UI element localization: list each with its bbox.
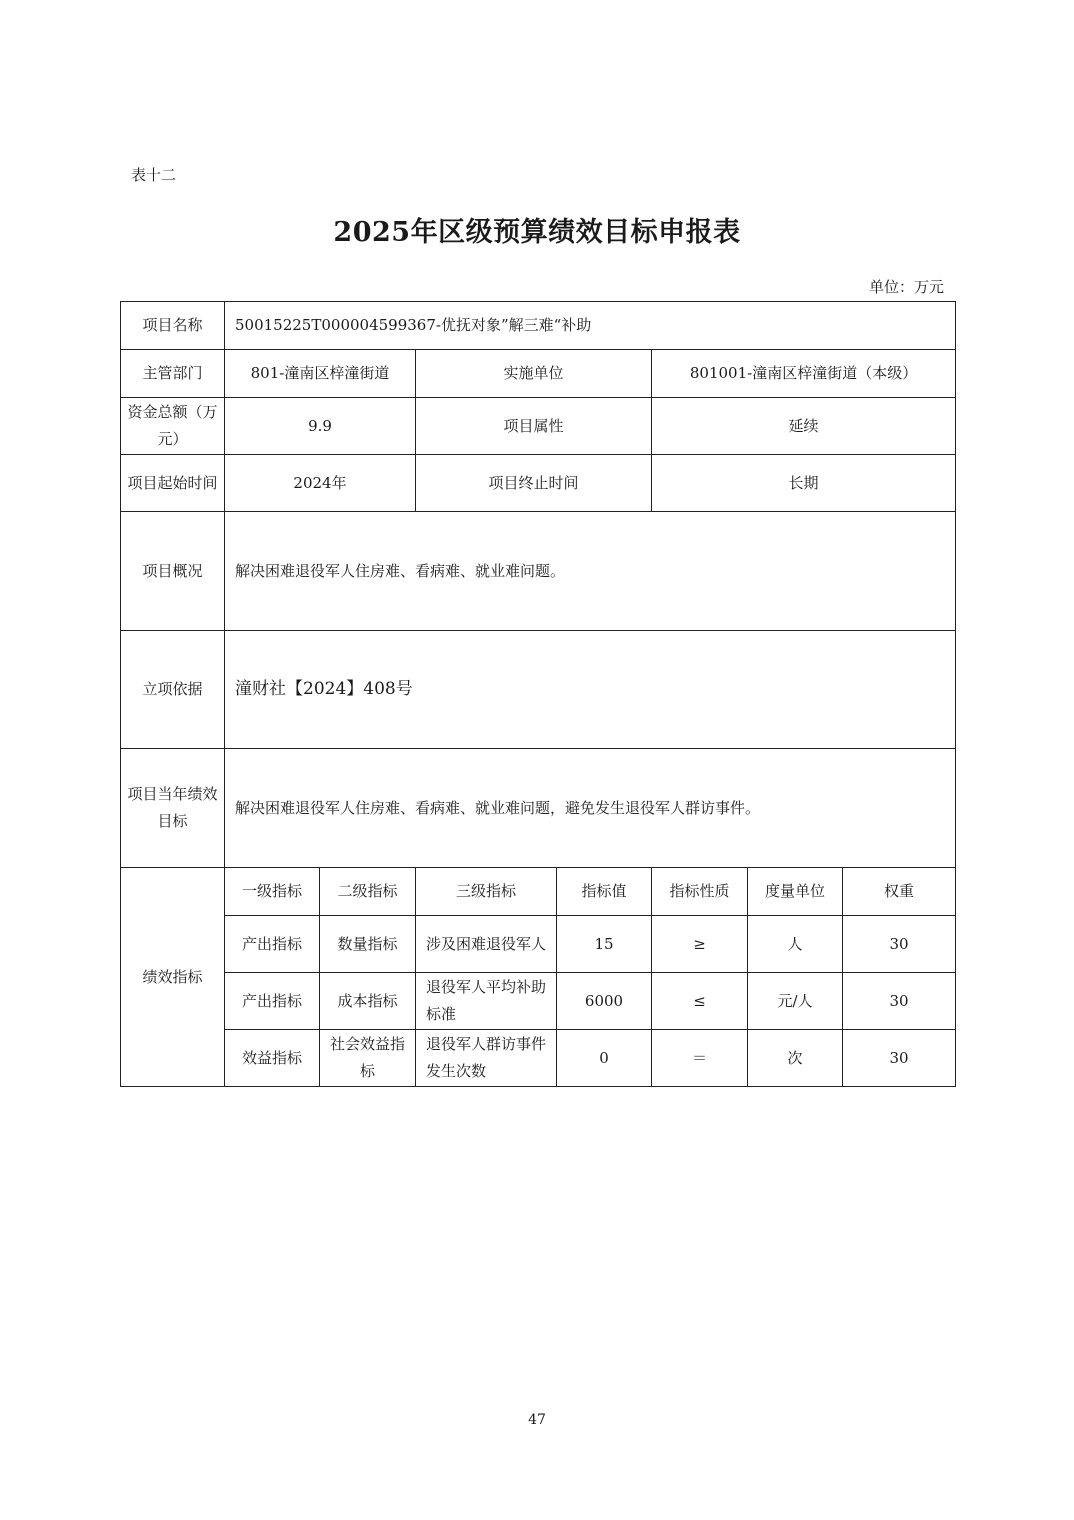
table-row bbox=[121, 916, 956, 973]
unit-label: 单位：万元 bbox=[868, 278, 944, 296]
dept-value: 801-潼南区梓潼街道 bbox=[225, 350, 416, 398]
dept-label: 主管部门 bbox=[121, 350, 225, 398]
table-row bbox=[121, 1030, 956, 1087]
indicators-label: 绩效指标 bbox=[121, 868, 225, 1087]
header-level2: 二级指标 bbox=[320, 868, 416, 916]
nature-cell: ＝ bbox=[652, 1030, 748, 1087]
header-level3: 三级指标 bbox=[416, 868, 557, 916]
impl-value: 801001-潼南区梓潼街道（本级） bbox=[652, 350, 956, 398]
level1-cell: 产出指标 bbox=[225, 973, 320, 1030]
unit-cell: 元/人 bbox=[748, 973, 843, 1030]
start-label: 项目起始时间 bbox=[121, 455, 225, 512]
level2-cell: 社会效益指标 bbox=[320, 1030, 416, 1087]
header-weight: 权重 bbox=[843, 868, 956, 916]
header-value: 指标值 bbox=[557, 868, 652, 916]
goal-value: 解决困难退役军人住房难、看病难、就业难问题，避免发生退役军人群访事件。 bbox=[225, 749, 956, 868]
weight-cell: 30 bbox=[843, 916, 956, 973]
level1-cell: 效益指标 bbox=[225, 1030, 320, 1087]
weight-cell: 30 bbox=[843, 973, 956, 1030]
value-cell: 15 bbox=[557, 916, 652, 973]
header-nature: 指标性质 bbox=[652, 868, 748, 916]
level3-cell: 涉及困难退役军人 bbox=[416, 916, 557, 973]
nature-cell: ≥ bbox=[652, 916, 748, 973]
goal-label: 项目当年绩效目标 bbox=[121, 749, 225, 868]
attr-value: 延续 bbox=[652, 398, 956, 455]
level2-cell: 数量指标 bbox=[320, 916, 416, 973]
nature-cell: ≤ bbox=[652, 973, 748, 1030]
end-label: 项目终止时间 bbox=[416, 455, 652, 512]
table-row bbox=[121, 973, 956, 1030]
start-value: 2024年 bbox=[225, 455, 416, 512]
level2-cell: 成本指标 bbox=[320, 973, 416, 1030]
value-cell: 6000 bbox=[557, 973, 652, 1030]
table-label: 表十二 bbox=[131, 166, 177, 184]
header-level1: 一级指标 bbox=[225, 868, 320, 916]
overview-label: 项目概况 bbox=[121, 512, 225, 631]
overview-value: 解决困难退役军人住房难、看病难、就业难问题。 bbox=[225, 512, 956, 631]
unit-cell: 次 bbox=[748, 1030, 843, 1087]
project-name-value: 50015225T000004599367-优抚对象”解三难“补助 bbox=[225, 302, 956, 350]
unit-cell: 人 bbox=[748, 916, 843, 973]
value-cell: 0 bbox=[557, 1030, 652, 1087]
basis-label: 立项依据 bbox=[121, 631, 225, 749]
basis-value: 潼财社【2024】408号 bbox=[225, 631, 956, 749]
level3-cell: 退役军人群访事件发生次数 bbox=[416, 1030, 557, 1087]
document-title: 2025年区级预算绩效目标申报表 bbox=[333, 217, 741, 248]
end-value: 长期 bbox=[652, 455, 956, 512]
weight-cell: 30 bbox=[843, 1030, 956, 1087]
impl-label: 实施单位 bbox=[416, 350, 652, 398]
fund-value: 9.9 bbox=[225, 398, 416, 455]
project-name-label: 项目名称 bbox=[121, 302, 225, 350]
page-number: 47 bbox=[528, 1412, 546, 1428]
level3-cell: 退役军人平均补助标准 bbox=[416, 973, 557, 1030]
budget-performance-table bbox=[120, 301, 956, 1087]
level1-cell: 产出指标 bbox=[225, 916, 320, 973]
fund-label: 资金总额（万元） bbox=[121, 398, 225, 455]
attr-label: 项目属性 bbox=[416, 398, 652, 455]
header-unit: 度量单位 bbox=[748, 868, 843, 916]
